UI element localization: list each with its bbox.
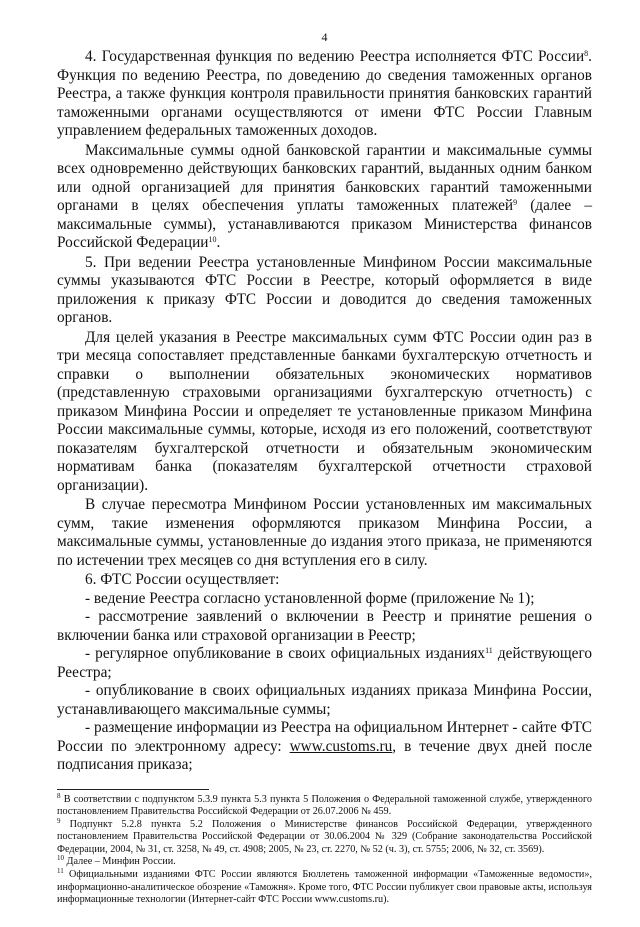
paragraph-quarterly: Для целей указания в Реестре максимальных сумм ФТС России один раз в три месяца сопоставляет представленные банками бухгалтерскую отчетность и справки о выполнении обязательных экономических нормативов (представленную страховыми организациями бухгалтерскую отчетность) с приказом Минфина России и определяет те установленные приказом Минфина России максимальные суммы, которые, исходя из его положений, соответствуют показателям бухгалтерской отчетности и обязательным экономическим нормативам банка (показателям бухгалтерской отчетности страховой организации). [57, 328, 592, 494]
footnote-text: Официальными изданиями ФТС России являются Бюллетень таможенной информации «Таможенные ведомости», информационно-аналитическое обозрение «Таможня». Кроме того, ФТС России публикует свои правовые акты, используя информационные технологии (Интернет-сайт ФТС России www.customs.ru). [57, 869, 592, 906]
customs-link[interactable]: www.customs.ru [289, 737, 393, 755]
footnote-9 [57, 816, 592, 857]
text: . Функция по ведению Реестра, по доведению до сведения таможенных органов Реестра, а также функция контроля правильности принятия банковских гарантий таможенными органами осуществляются от имени ФТС России Главным управлением федеральных таможенных доходов. [57, 48, 592, 139]
text: Максимальные суммы одной банковской гарантии и максимальные суммы всех одновременно действующих банковских гарантий, выданных одним банком или одной организацией для принятия банковских гарантий таможенными органами в целях обеспечения уплаты таможенных платежей [57, 141, 592, 214]
paragraph-revision: В случае пересмотра Минфином России установленных им максимальных сумм, такие изменения оформляются приказом Минфина России, а максимальные суммы, установленные до издания этого приказа, не применяются по истечении трех месяцев со дня вступления его в силу. [57, 496, 592, 569]
footnote-separator [57, 789, 209, 790]
text: - регулярное опубликование в своих официальных изданиях [85, 645, 486, 662]
list-item [57, 645, 592, 682]
text: (далее – максимальные суммы), устанавливаются приказом Министерства финансов Российской Федерации [57, 197, 592, 251]
text: , в течение двух дней после подписания приказа; [57, 737, 592, 773]
footnote-text: Подпункт 5.2.8 пункта 5.2 Положения о Министерстве финансов Российской Федерации, утвержденного постановлением Правительства Российской Федерации от 30.06.2004 № 329 (Собрание законодательства Российской Федерации, 2004, № 31, ст. 3258, № 49, ст. 4908; 2005, № 23, ст. 2270, № 52 (ч. 3), ст. 5755; 2006, № 32, ст. 3569). [57, 818, 592, 855]
list-item: - рассмотрение заявлений о включении в Реестр и принятие решения о включении банка или страховой организации в Реестр; [57, 608, 592, 644]
paragraph-6: 6. ФТС России осуществляет: [85, 571, 280, 588]
paragraph-4 [57, 48, 592, 141]
paragraph-5: 5. При ведении Реестра установленные Минфином России максимальные суммы указываются ФТС России в Реестре, который оформляется в виде приложения к приказу ФТС России и доводится до сведения таможенных органов. [57, 253, 592, 326]
paragraph-max-sums [57, 142, 592, 253]
text: - размещение информации из Реестра на официальном Интернет - сайте ФТС России по электронному адресу: [57, 719, 592, 755]
list-item [57, 719, 592, 775]
footnote-number: 8 [57, 791, 61, 800]
footnote-text: Далее – Минфин России. [64, 856, 176, 868]
footnotes [57, 791, 592, 907]
footnote-number: 10 [57, 854, 64, 863]
footnote-10 [57, 856, 592, 869]
document-body [57, 48, 592, 775]
footnote-8 [57, 791, 592, 819]
footnote-11 [57, 869, 592, 907]
footnote-ref-8[interactable]: 8 [584, 49, 589, 58]
text: действующего Реестра; [57, 645, 592, 681]
list-item: - ведение Реестра согласно установленной форме (приложение № 1); [85, 589, 535, 607]
footnote-ref-11[interactable]: 11 [485, 646, 493, 655]
footnote-ref-9[interactable]: 9 [513, 198, 518, 207]
text: 4. Государственная функция по ведению Реестра исполняется ФТС России [85, 48, 585, 65]
footnote-ref-10[interactable]: 10 [208, 235, 217, 244]
page-number: 4 [321, 30, 328, 44]
footnote-number: 9 [57, 816, 61, 825]
footnote-text: В соответствии с подпунктом 5.3.9 пункта 5.3 пункта 5 Положения о Федеральной таможенной службе, утвержденного постановлением Правительства Российской Федерации от 26.07.2006 № 459. [57, 793, 592, 818]
list-item: - опубликование в своих официальных изданиях приказа Минфина России, устанавливающего максимальные суммы; [57, 682, 592, 718]
footnote-number: 11 [57, 867, 64, 876]
text: . [216, 234, 221, 251]
